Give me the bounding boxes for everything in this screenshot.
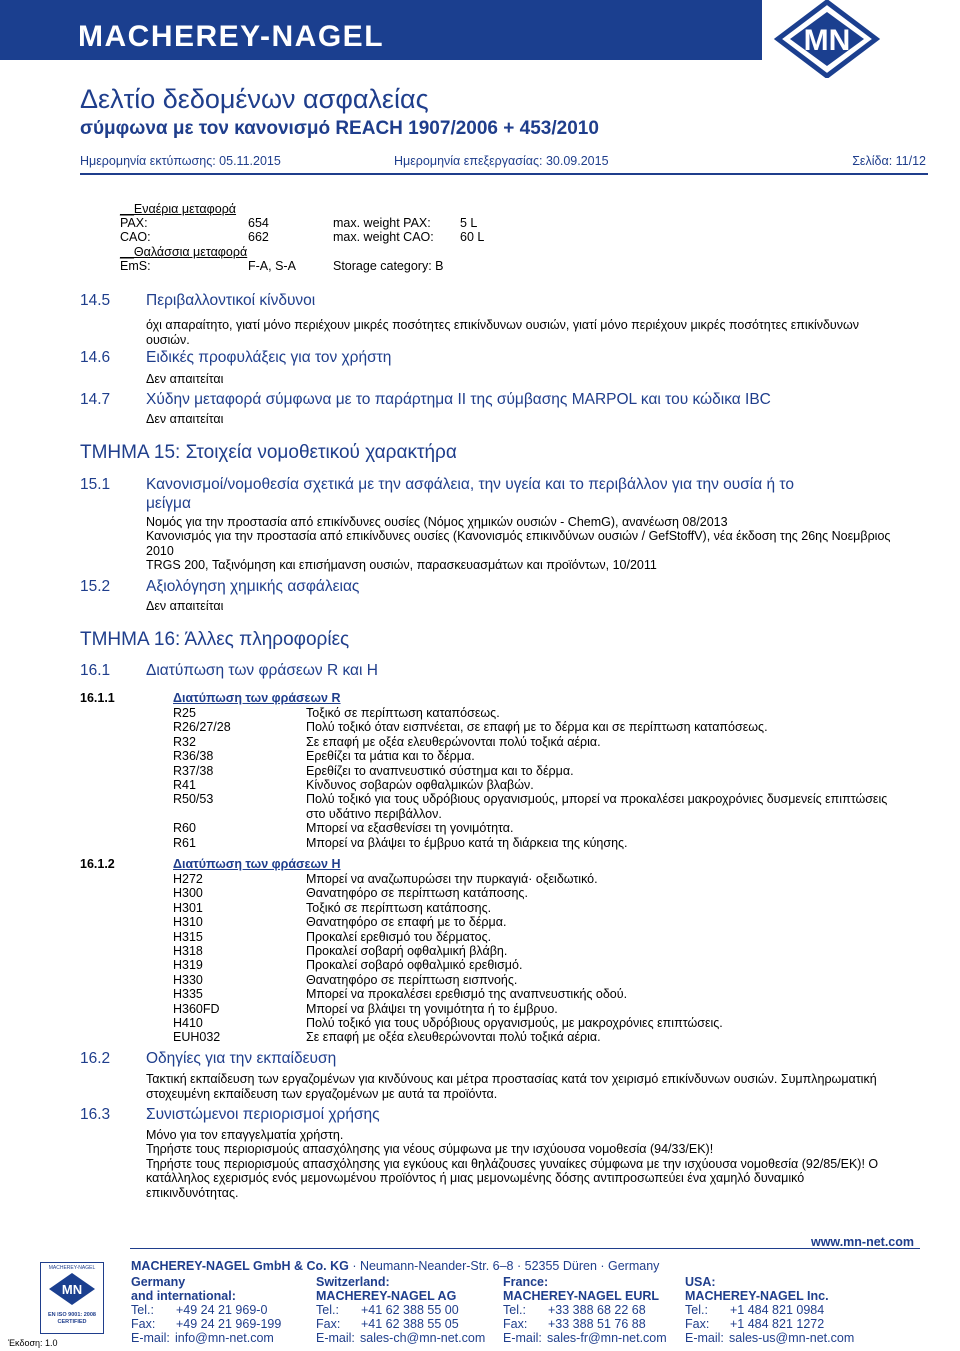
contact-email-label: E-mail: <box>685 1331 724 1345</box>
section-14-5-title: Περιβαλλοντικοί κίνδυνοι <box>146 292 316 309</box>
phrase-text: Μπορεί να βλάψει τη γονιμότητα ή το έμβρυο. <box>306 1001 558 1016</box>
version-label: Έκδοση: 1.0 <box>8 1338 58 1348</box>
cao-label: CAO: <box>120 230 151 244</box>
section-15-2-title: Αξιολόγηση χημικής ασφάλειας <box>146 578 360 595</box>
page-subtitle: σύμφωνα με τον κανονισμό REACH 1907/2006 + 453/2010 <box>80 118 599 139</box>
phrase-text: Θανατηφόρο σε επαφή με το δέρμα. <box>306 915 507 930</box>
regulation-line: Νομός για την προστασία από επικίνδυνες ουσίες (Νόμος χημικών ουσιών - ChemG), ανανέωση 08/2013 <box>146 515 728 529</box>
section-16-3-number: 16.3 <box>80 1106 111 1123</box>
section-14-6-title: Ειδικές προφυλάξεις για τον χρήστη <box>146 349 392 366</box>
contact-name: and international: <box>131 1289 236 1303</box>
phrase-code: H318 <box>173 944 203 958</box>
phrase-code: R37/38 <box>173 763 214 778</box>
contact-tel-label: Tel.: <box>316 1303 339 1317</box>
restriction-line: κατάλληλος εχερισμός ενός μεμονωμένου προϊόντος ή μιας μεμονωμένης δόσης αντιπροσωπεύει ένα χαμηλό δυναμικό <box>146 1171 805 1185</box>
section-16-2-text: Τακτική εκπαίδευση των εργαζομένων για κινδύνους και μέτρα προστασίας κατά τον χειρισμό επικίνδυνων ουσιών. Συμπληρωματική <box>146 1072 877 1086</box>
contact-tel-value: +41 62 388 55 00 <box>361 1303 459 1317</box>
air-transport-label: __Εναέρια μεταφορά <box>120 202 237 216</box>
section-15-1-title-cont: μείγμα <box>146 495 191 512</box>
section-14-7-title: Χύδην μεταφορά σύμφωνα με το παράρτημα II της σύμβασης MARPOL και του κώδικα IBC <box>146 391 771 408</box>
phrase-code: R41 <box>173 778 196 792</box>
contact-email-label: E-mail: <box>316 1331 355 1345</box>
section-16-1-1-number: 16.1.1 <box>80 691 115 705</box>
ems-value: F-A, S-A <box>248 259 296 273</box>
mn-logo-icon <box>772 0 882 78</box>
revision-date: Ημερομηνία επεξεργασίας: 30.09.2015 <box>394 154 609 168</box>
address-text: · Neumann-Neander-Str. 6–8 · 52355 Düren · Germany <box>348 1259 660 1273</box>
cao-weight: 60 L <box>460 230 485 244</box>
pax-weight: 5 L <box>460 216 478 230</box>
phrase-text: Μπορεί να εξασθενίσει τη γονιμότητα. <box>306 821 514 836</box>
phrase-text: Τοξικό σε περίπτωση καταπόσεως. <box>306 706 500 720</box>
contact-tel-value: +33 388 68 22 68 <box>548 1303 646 1317</box>
contact-tel-value: +1 484 821 0984 <box>730 1303 825 1317</box>
contact-country: France: <box>503 1275 549 1289</box>
contact-fax-label: Fax: <box>131 1317 156 1331</box>
restriction-line: Τηρήστε τους περιορισμούς απασχόλησης για εγκύους και θηλάζουσες γυναίκες σύμφωνα με την ισχύουσα νομοθεσία (92/85/EK)! Ο <box>146 1157 879 1171</box>
print-date: Ημερομηνία εκτύπωσης: 05.11.2015 <box>80 154 281 168</box>
phrase-text: Μπορεί να προκαλέσει ερεθισμό της αναπνευστικής οδού. <box>306 987 628 1002</box>
contact-country: USA: <box>685 1275 716 1289</box>
contact-fax-value: +1 484 821 1272 <box>730 1317 825 1331</box>
contact-email-value[interactable]: sales-fr@mn-net.com <box>547 1331 667 1345</box>
section-15-1-number: 15.1 <box>80 476 111 493</box>
phrase-text: Προκαλεί σοβαρό οφθαλμικό ερεθισμό. <box>306 958 523 973</box>
logo-text: MN <box>803 24 851 57</box>
section-16-heading: ΤΜΗΜΑ 16: Άλλες πληροφορίες <box>80 629 350 650</box>
phrase-text: Μπορεί να αναζωπυρώσει την πυρκαγιά· οξειδωτικό. <box>306 872 598 886</box>
phrase-text: Θανατηφόρο σε περίπτωση κατάποσης. <box>306 886 528 901</box>
website-link[interactable]: www.mn-net.com <box>810 1235 914 1249</box>
phrase-code: H360FD <box>173 1001 220 1016</box>
cert-logo-icon <box>41 1271 103 1307</box>
pax-weight-label: max. weight PAX: <box>333 216 431 230</box>
contact-fax-label: Fax: <box>685 1317 710 1331</box>
cert-brand: MACHEREY-NAGEL <box>48 1265 96 1271</box>
contact-email-label: E-mail: <box>503 1331 542 1345</box>
section-14-5-text-cont: ουσιών. <box>146 333 190 347</box>
contact-fax-value: +41 62 388 55 05 <box>361 1317 459 1331</box>
phrase-code: H335 <box>173 987 203 1002</box>
phrase-text: Πολύ τοξικό για τους υδρόβιους οργανισμούς, μπορεί να προκαλέσει μακροχρόνιες δυσμενείς επιπτώσεις <box>306 792 888 807</box>
contact-country: Germany <box>131 1275 186 1289</box>
pax-value: 654 <box>248 216 269 230</box>
regulation-line: 2010 <box>146 544 174 558</box>
page-title: Δελτίο δεδομένων ασφαλείας <box>80 84 429 114</box>
ems-label: EmS: <box>120 259 151 273</box>
cao-weight-label: max. weight CAO: <box>333 230 434 244</box>
contact-email-value[interactable]: info@mn-net.com <box>175 1331 274 1345</box>
section-16-2-title: Οδηγίες για την εκπαίδευση <box>146 1050 337 1067</box>
phrase-text: Θανατηφόρο σε περίπτωση εισπνοής. <box>306 972 518 987</box>
contact-name: MACHEREY-NAGEL EURL <box>503 1289 660 1303</box>
section-15-2-text: Δεν απαιτείται <box>146 599 224 613</box>
restriction-line: επικινδυνότητας. <box>146 1186 239 1200</box>
phrase-code: R50/53 <box>173 792 214 807</box>
cert-text: EN ISO 9001: 2008 CERTIFIED <box>47 1312 96 1325</box>
phrase-text: Πολύ τοξικό για τους υδρόβιους οργανισμούς, με μακροχρόνιες επιπτώσεις. <box>306 1016 723 1030</box>
phrase-text: Κίνδυνος σοβαρών οφθαλμικών βλαβών. <box>306 778 534 792</box>
phrase-code: H319 <box>173 958 203 973</box>
cao-value: 662 <box>248 230 269 244</box>
phrase-text: Πολύ τοξικό όταν εισπνέεται, σε επαφή με το δέρμα και σε περίπτωση καταπόσεως. <box>306 720 768 735</box>
pax-label: PAX: <box>120 216 148 230</box>
footer-rule <box>130 1248 920 1249</box>
phrase-text: Ερεθίζει τα μάτια και το δέρμα. <box>306 749 475 764</box>
section-16-3-title: Συνιστώμενοι περιορισμοί χρήσης <box>146 1106 380 1123</box>
contact-email-label: E-mail: <box>131 1331 170 1345</box>
contact-tel-label: Tel.: <box>685 1303 708 1317</box>
phrase-text: Προκαλεί σοβαρή οφθαλμική βλάβη. <box>306 944 508 958</box>
phrase-code: R25 <box>173 706 196 720</box>
contact-country: Switzerland: <box>316 1275 390 1289</box>
phrase-code: R60 <box>173 821 196 836</box>
section-15-2-number: 15.2 <box>80 578 111 595</box>
phrase-code: R32 <box>173 734 196 749</box>
storage-category: Storage category: B <box>333 259 444 273</box>
contact-email-value[interactable]: sales-ch@mn-net.com <box>360 1331 486 1345</box>
phrase-text: Προκαλεί ερεθισμό του δέρματος. <box>306 929 492 944</box>
phrase-text: στο υδάτινο περιβάλλον. <box>306 806 442 821</box>
phrase-text: Σε επαφή με οξέα ελευθερώνονται πολύ τοξικά αέρια. <box>306 734 601 749</box>
company-address <box>131 1259 659 1273</box>
phrase-text: Μπορεί να βλάψει το έμβρυο κατά τη διάρκεια της κύησης. <box>306 835 628 850</box>
phrase-code: H300 <box>173 886 203 901</box>
contact-fax-label: Fax: <box>316 1317 341 1331</box>
phrase-text: Ερεθίζει το αναπνευστικό σύστημα και το δέρμα. <box>306 763 574 778</box>
phrase-code: H315 <box>173 929 203 944</box>
contact-tel-label: Tel.: <box>131 1303 154 1317</box>
regulation-line: Κανονισμός για την προστασία από επικίνδυνες ουσίες (Κανονισμός επικινδύνων ουσιών / GefStoffV), νέα έκδοση της 26ης Νοεμβριος <box>146 529 891 543</box>
section-16-1-2-number: 16.1.2 <box>80 857 115 871</box>
company-name: MACHEREY-NAGEL GmbH & Co. KG <box>131 1259 349 1273</box>
phrase-code: H310 <box>173 915 203 930</box>
brand-name: MACHEREY-NAGEL <box>78 20 385 53</box>
cert-logo-text: MN <box>61 1282 83 1297</box>
phrase-code: EUH032 <box>173 1030 221 1045</box>
section-16-1-2-title: Διατύπωση των φράσεων H <box>173 857 341 871</box>
section-14-5-number: 14.5 <box>80 292 111 309</box>
section-16-2-text-cont: στοχευμένη εκπαίδευση των εργαζομένων με αυτά τα προϊόντα. <box>146 1087 498 1101</box>
section-14-5-text: όχι απαραίτητο, γιατί μόνο περιέχουν μικρές ποσότητες επικίνδυνων ουσιών, γιατί μόνο περιέχουν μικρές ποσότητες επικίνδυνων <box>146 318 860 332</box>
contact-name: MACHEREY-NAGEL Inc. <box>685 1289 829 1303</box>
iso-certificate-badge <box>40 1262 104 1334</box>
contact-tel-value: +49 24 21 969-0 <box>176 1303 268 1317</box>
phrase-code: H330 <box>173 972 203 987</box>
section-14-7-number: 14.7 <box>80 391 111 408</box>
sea-transport-label: __Θαλάσσια μεταφορά <box>120 245 248 259</box>
section-16-1-number: 16.1 <box>80 662 111 679</box>
section-15-heading: ΤΜΗΜΑ 15: Στοιχεία νομοθετικού χαρακτήρα <box>80 442 457 463</box>
restriction-line: Τηρήστε τους περιορισμούς απασχόλησης για νέους σύμφωνα με την ισχύουσα νομοθεσία (94/33/EK)! <box>146 1142 714 1156</box>
section-15-1-title: Κανονισμοί/νομοθεσία σχετικά με την ασφάλεια, την υγεία και το περιβάλλον για την ουσία ή το <box>146 476 794 493</box>
section-16-1-1-title: Διατύπωση των φράσεων R <box>173 691 341 705</box>
contact-tel-label: Tel.: <box>503 1303 526 1317</box>
phrase-code: H301 <box>173 900 203 915</box>
contact-fax-value: +33 388 51 76 88 <box>548 1317 646 1331</box>
regulation-line: TRGS 200, Ταξινόμηση και επισήμανση ουσιών, παρασκευασμάτων και προϊόντων, 10/2011 <box>146 558 657 572</box>
section-14-7-text: Δεν απαιτείται <box>146 412 224 426</box>
phrase-code: R26/27/28 <box>173 720 231 735</box>
contact-email-value[interactable]: sales-us@mn-net.com <box>729 1331 855 1345</box>
phrase-text: Σε επαφή με οξέα ελευθερώνονται πολύ τοξικά αέρια. <box>306 1030 601 1045</box>
section-16-1-title: Διατύπωση των φράσεων R και H <box>146 662 378 679</box>
restriction-line: Μόνο για τον επαγγελματία χρήστη. <box>146 1128 344 1142</box>
phrase-text: Τοξικό σε περίπτωση κατάποσης. <box>306 900 492 915</box>
section-16-2-number: 16.2 <box>80 1050 111 1067</box>
phrase-code: R36/38 <box>173 749 214 764</box>
phrase-code: H410 <box>173 1016 203 1030</box>
header-rule <box>80 173 928 175</box>
contact-fax-label: Fax: <box>503 1317 528 1331</box>
section-14-6-text: Δεν απαιτείται <box>146 372 224 386</box>
contact-name: MACHEREY-NAGEL AG <box>316 1289 457 1303</box>
page-number: Σελίδα: 11/12 <box>852 154 926 168</box>
section-14-6-number: 14.6 <box>80 349 111 366</box>
contact-fax-value: +49 24 21 969-199 <box>176 1317 282 1331</box>
phrase-code: R61 <box>173 835 196 850</box>
phrase-code: H272 <box>173 872 203 886</box>
